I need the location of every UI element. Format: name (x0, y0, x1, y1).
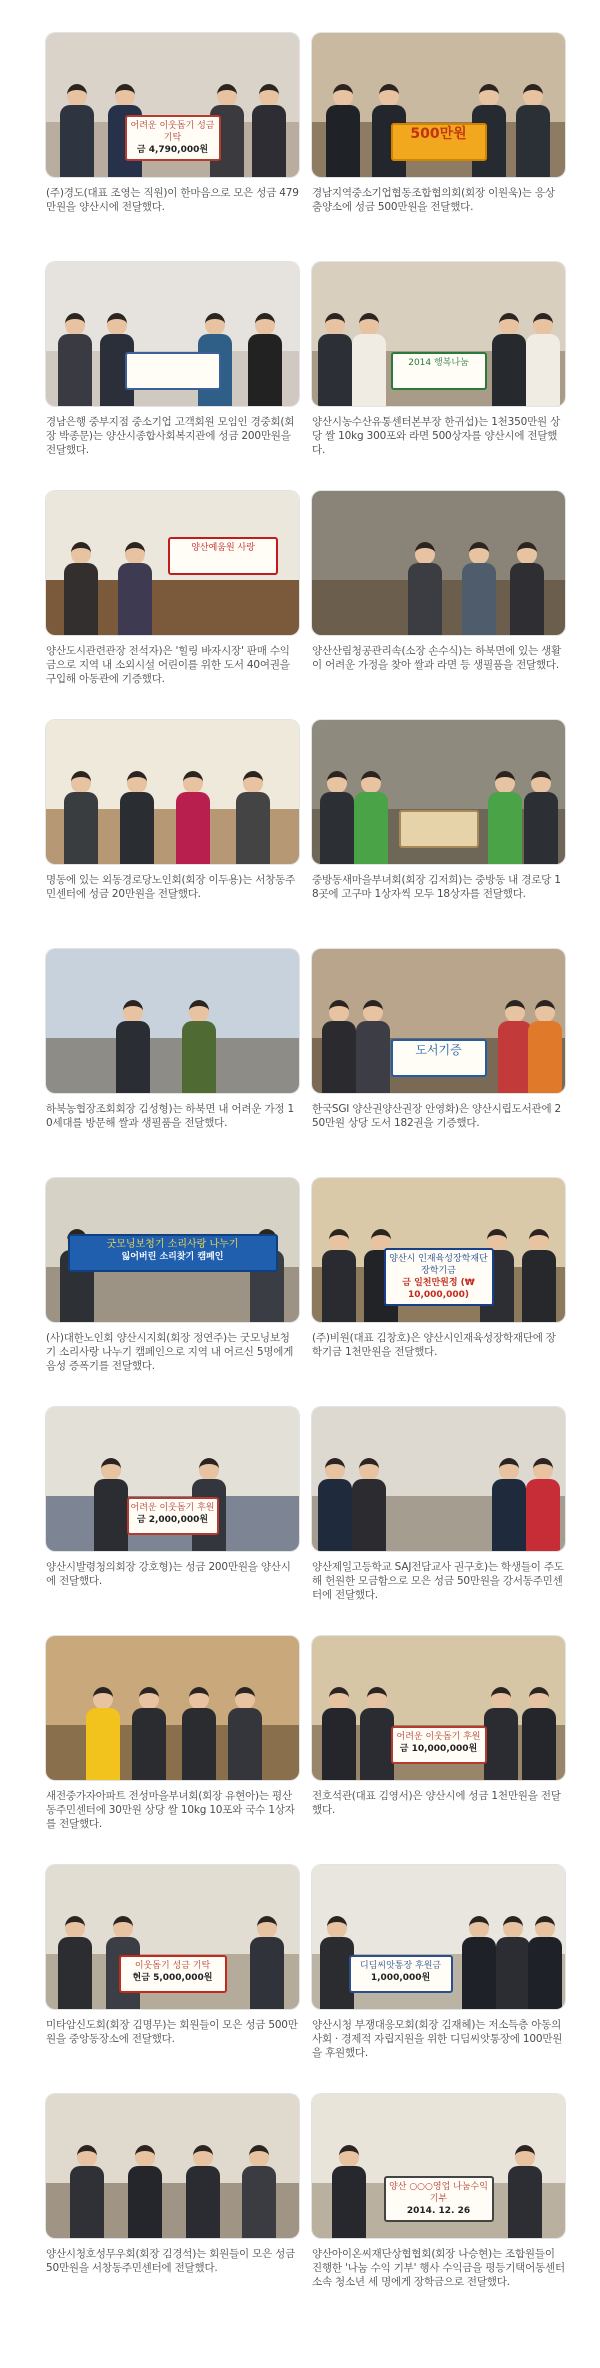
donation-caption: (사)대한노인회 양산시지회(회장 정연주)는 굿모닝보청기 소리사랑 나누기 캠페인으로 지역 내 어르신 5명에게 음성 증폭기를 전달했다. (46, 1332, 294, 1372)
donation-photo (312, 1865, 565, 2009)
donation-sign: 양산 ○○○영업 나눔수익 기부 2014. 12. 26 (384, 2176, 494, 2222)
donation-photo (46, 949, 299, 1093)
donation-sign: 2014 행복나눔 (391, 352, 487, 390)
donation-photo (46, 1178, 299, 1322)
donation-photo (312, 949, 565, 1093)
donation-caption: 양산시발령청의회장 강호형)는 성금 200만원을 양산시에 전달했다. (46, 1561, 291, 1587)
donation-caption: (주)경도(대표 조영는 직원)이 한마음으로 모은 성금 479만원을 양산시에 전달했다. (46, 187, 299, 213)
donation-caption: 경남은행 중부지점 중소기업 고객회원 모임인 경중회(회장 박종문)는 양산시종합사회복지관에 성금 200만원을 전달했다. (46, 416, 295, 456)
donation-card (312, 1636, 565, 1817)
donation-photo (46, 491, 299, 635)
donation-card (46, 262, 299, 457)
donation-caption: 전호석관(대표 김영서)은 양산시에 성금 1천만원을 전달했다. (312, 1790, 561, 1816)
donation-caption: 양산시농수산유통센터본부장 한귀섭)는 1천350만원 상당 쌀 10kg 300포와 라면 500상자를 양산시에 전달했다. (312, 416, 561, 456)
donation-banner: 굿모닝보청기 소리사랑 나누기 잃어버린 소리찾기 캠페인 (68, 1234, 278, 1272)
donation-photo (312, 2094, 565, 2238)
donation-card (46, 2094, 299, 2275)
donation-photo (312, 1178, 565, 1322)
donation-caption: 중방동새마을부녀회(회장 김저희)는 중방동 내 경로당 18곳에 고구마 1상자씩 모두 18상자를 전달했다. (312, 874, 561, 900)
donation-caption: (주)비원(대표 김창호)은 양산시인재육성장학재단에 장학기금 1천만원을 전달했다. (312, 1332, 556, 1358)
donation-card (312, 33, 565, 214)
donation-caption: 새전중가자아파트 전성마을부녀회(회장 유현아)는 평산동주민센터에 30만원 상당 쌀 10kg 10포와 국수 1상자를 전달했다. (46, 1790, 295, 1830)
donation-card (46, 1865, 299, 2046)
donation-caption: 하북농협장조회회장 김성형)는 하북면 내 어려운 가정 10세대를 방문해 쌀과 생필품을 전달했다. (46, 1103, 294, 1129)
donation-sign (125, 352, 221, 390)
donation-photo (46, 720, 299, 864)
donation-sign: 어려운 이웃돕기 후원 금 2,000,000원 (127, 1497, 219, 1535)
donation-card (312, 720, 565, 901)
donation-card (46, 720, 299, 901)
donation-banner: 양산예움원 사랑 (168, 537, 278, 575)
donation-sign: 도서기증 (391, 1039, 487, 1077)
donation-photo (312, 33, 565, 177)
donation-caption: 양산시청호성무우회(회장 김경석)는 회원들이 모은 성금 50만원을 서창동주민센터에 전달했다. (46, 2248, 296, 2274)
donation-caption: 미타암신도회(회장 김명무)는 회원들이 모은 성금 500만원을 중앙동장소에 전달했다. (46, 2019, 298, 2045)
donation-photo (46, 262, 299, 406)
donation-caption: 경남지역중소기업협동조합협의회(회장 이원욱)는 응상 춤양소에 성금 500만원을 전달했다. (312, 187, 555, 213)
donation-card (312, 262, 565, 457)
donation-caption: 양산제일고등학교 SAJ전담교사 권구호)는 학생들이 주도해 헌원한 모금함으로 모은 성금 50만원을 강서동주민센터에 전달했다. (312, 1561, 564, 1601)
donation-photo (312, 1407, 565, 1551)
donation-sign: 500만원 (391, 123, 487, 161)
donation-card (312, 949, 565, 1130)
donation-card (312, 1178, 565, 1359)
donation-card (46, 1636, 299, 1831)
donation-card (46, 491, 299, 686)
donation-sign: 양산시 인재육성장학재단 장학기금 금 일천만원정 (₩ 10,000,000) (384, 1248, 494, 1306)
donation-photo (312, 720, 565, 864)
donation-sign: 어려운 이웃돕기 성금 기탁 금 4,790,000원 (125, 115, 221, 161)
donation-sign: 디딤씨앗통장 후원금 1,000,000원 (349, 1955, 453, 1993)
donation-card (46, 33, 299, 214)
donation-photo (312, 1636, 565, 1780)
donation-caption: 양산도시관련관장 전석자)은 '힐링 바자시장' 판매 수익금으로 지역 내 소외시설 어린이를 위한 도서 40여권을 구입해 아동관에 기증했다. (46, 645, 290, 685)
donation-photo (46, 2094, 299, 2238)
donation-card (46, 949, 299, 1130)
donation-photo (312, 262, 565, 406)
donation-card (312, 491, 565, 672)
donation-photo (46, 1865, 299, 2009)
donation-caption: 양산시청 부쟁대응모회(회장 김재헤)는 저소득층 아동의 사회 · 경제적 자립지원을 위한 디딤씨앗통장에 100만원을 후원했다. (312, 2019, 563, 2059)
donation-caption: 한국SGI 양산권양산권장 안영화)은 양산시립도서관에 250만원 상당 도서 182권을 기증했다. (312, 1103, 562, 1129)
donation-card (46, 1407, 299, 1588)
donation-card (46, 1178, 299, 1373)
donation-caption: 양산산림청공관리속(소장 손수식)는 하북면에 있는 생활이 어려운 가정을 찾아 쌀과 라면 등 생필품을 전달했다. (312, 645, 562, 671)
donation-card (312, 1407, 565, 1602)
donation-caption: 양산아이온씨재단상협협회(회장 나승현)는 조합원들이 진행한 '나눔 수익 기부' 행사 수익금을 평등기택어동센터 소속 청소년 세 명에게 장학금으로 전달했다. (312, 2248, 565, 2288)
donation-photo (46, 1636, 299, 1780)
donation-sign: 어려운 이웃돕기 후원 금 10,000,000원 (391, 1726, 487, 1764)
box-stack (399, 810, 479, 848)
donation-photo (46, 1407, 299, 1551)
donation-sign: 이웃돕기 성금 기탁 현금 5,000,000원 (119, 1955, 227, 1993)
donation-card (312, 2094, 565, 2289)
donation-photo (46, 33, 299, 177)
donation-card (312, 1865, 565, 2060)
donation-photo (312, 491, 565, 635)
donation-caption: 명동에 있는 외동경로당노인회(회장 이두용)는 서창동주민센터에 성금 20만원을 전달했다. (46, 874, 296, 900)
